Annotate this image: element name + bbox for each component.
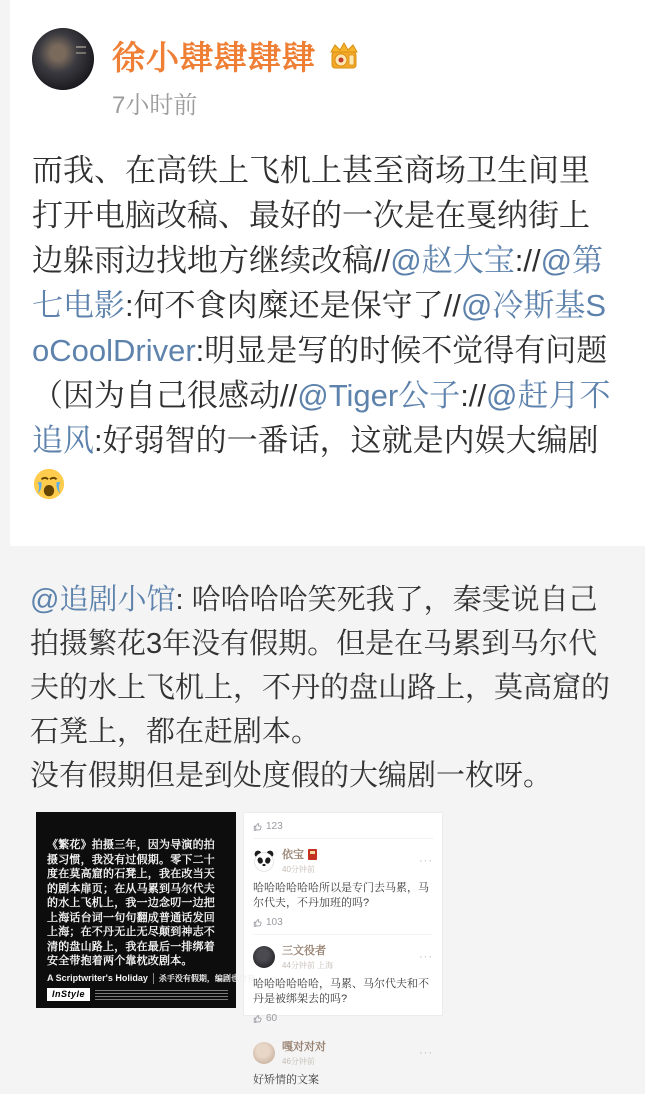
comment-like-count: 60 (266, 1013, 278, 1024)
comment-username[interactable]: 嘎对对对 (282, 1041, 326, 1053)
more-options-icon[interactable]: ··· (419, 1046, 433, 1059)
comment-meta: 40分钟前 (282, 865, 315, 874)
statement-footer-cn: 杀手没有假期，编剧也没有 (153, 973, 255, 984)
panda-avatar (253, 850, 275, 872)
mention-link[interactable]: @第七电影 (32, 243, 604, 323)
red-vip-badge-icon (308, 849, 317, 860)
quoted-body-line2: 没有假期但是到处度假的大编剧一枚呀。 (30, 760, 553, 792)
statement-footer-en: A Scriptwriter's Holiday (47, 973, 148, 983)
mention-link[interactable]: @冷斯基SoCoolDriver (32, 288, 606, 368)
quoted-body: : 哈哈哈哈笑死我了，秦雯说自己拍摄繁花3年没有假期。但是在马累到马尔代夫的水上飞机上，不丹的盘山路上，莫高窟的石凳上，都在赶剧本。 (30, 584, 611, 748)
attached-images (36, 812, 617, 1086)
comment-meta: 44分钟前 上海 (282, 961, 334, 970)
comment-username[interactable]: 三文役者 (282, 945, 326, 957)
thumbs-up-icon[interactable] (253, 1014, 263, 1024)
thumbs-up-icon (253, 822, 263, 832)
statement-quote: 《繁花》拍摄三年，因为导演的拍摄习惯，我没有过假期。零下二十度在莫高窟的石凳上，我在改当天的剧本扉页；在从马累到马尔代夫的水上飞机上，我一边念叨一边把上海话台词一句句翻成普通话发回上海；在不丹无止无尽颠到神志不清的盘山路上，我在最后一排绑着安全带抱着两个靠枕改剧本。 (47, 839, 215, 967)
quoted-post (0, 546, 645, 1086)
more-options-icon[interactable]: ··· (419, 950, 433, 963)
comment-username[interactable]: 依宝 (282, 846, 419, 862)
comment-text: 好矫情的文案 (253, 1074, 319, 1086)
comment-row (253, 1031, 433, 1094)
comment-text: 哈哈哈哈哈哈所以是专门去马累，马尔代夫，不丹加班的吗? (253, 882, 429, 909)
comment-avatar (253, 946, 275, 968)
statement-image[interactable] (36, 812, 255, 1008)
vip-crown-badge-icon (326, 40, 362, 72)
thumbs-up-icon[interactable] (253, 918, 263, 928)
post-text-segment: 而我、在高铁上飞机上甚至商场卫生间里打开电脑改稿、最好的一次是在戛纳街上边躲雨边找地方继续改稿// (32, 153, 590, 278)
screenshot-like-count: 123 (266, 821, 283, 832)
username[interactable]: 徐小肆肆肆肆 (112, 39, 316, 76)
quoted-post-text (30, 578, 617, 754)
fine-print-text (95, 989, 228, 1002)
comment-like-count: 103 (266, 917, 283, 928)
instyle-logo: InStyle (47, 988, 90, 1001)
mention-link[interactable]: @赶月不追风 (32, 378, 611, 458)
comment-meta: 46分钟前 (282, 1057, 315, 1066)
timestamp: 7小时前 (112, 92, 198, 119)
mention-link[interactable]: @赵大宝 (390, 243, 515, 278)
post-card (10, 0, 645, 546)
post-text: 而我、在高铁上飞机上甚至商场卫生间里打开电脑改稿、最好的一次是在戛纳街上边躲雨边找地方继续改稿//@赵大宝://@第七电影:何不食肉糜还是保守了//@冷斯基SoCoolDriver:明显是写的时候不觉得有问题（因为自己很感动//@Tiger公子://@赶月不追风:好弱智的一番话，这就是内娱大编剧 (32, 148, 619, 508)
quoted-author-link[interactable]: @追剧小馆 (30, 584, 176, 616)
mention-link[interactable]: @Tiger公子 (297, 378, 461, 413)
post-header (32, 28, 619, 120)
avatar[interactable] (32, 28, 94, 90)
comment-row (253, 935, 433, 1031)
comment-avatar (253, 1042, 275, 1064)
comment-row (253, 839, 433, 935)
comments-screenshot-image[interactable] (243, 812, 443, 1086)
more-options-icon[interactable]: ··· (419, 854, 433, 867)
comment-text: 哈哈哈哈哈哈，马累、马尔代夫和不丹是被绑架去的吗? (253, 978, 429, 1005)
crying-face-emoji-icon (32, 467, 66, 501)
